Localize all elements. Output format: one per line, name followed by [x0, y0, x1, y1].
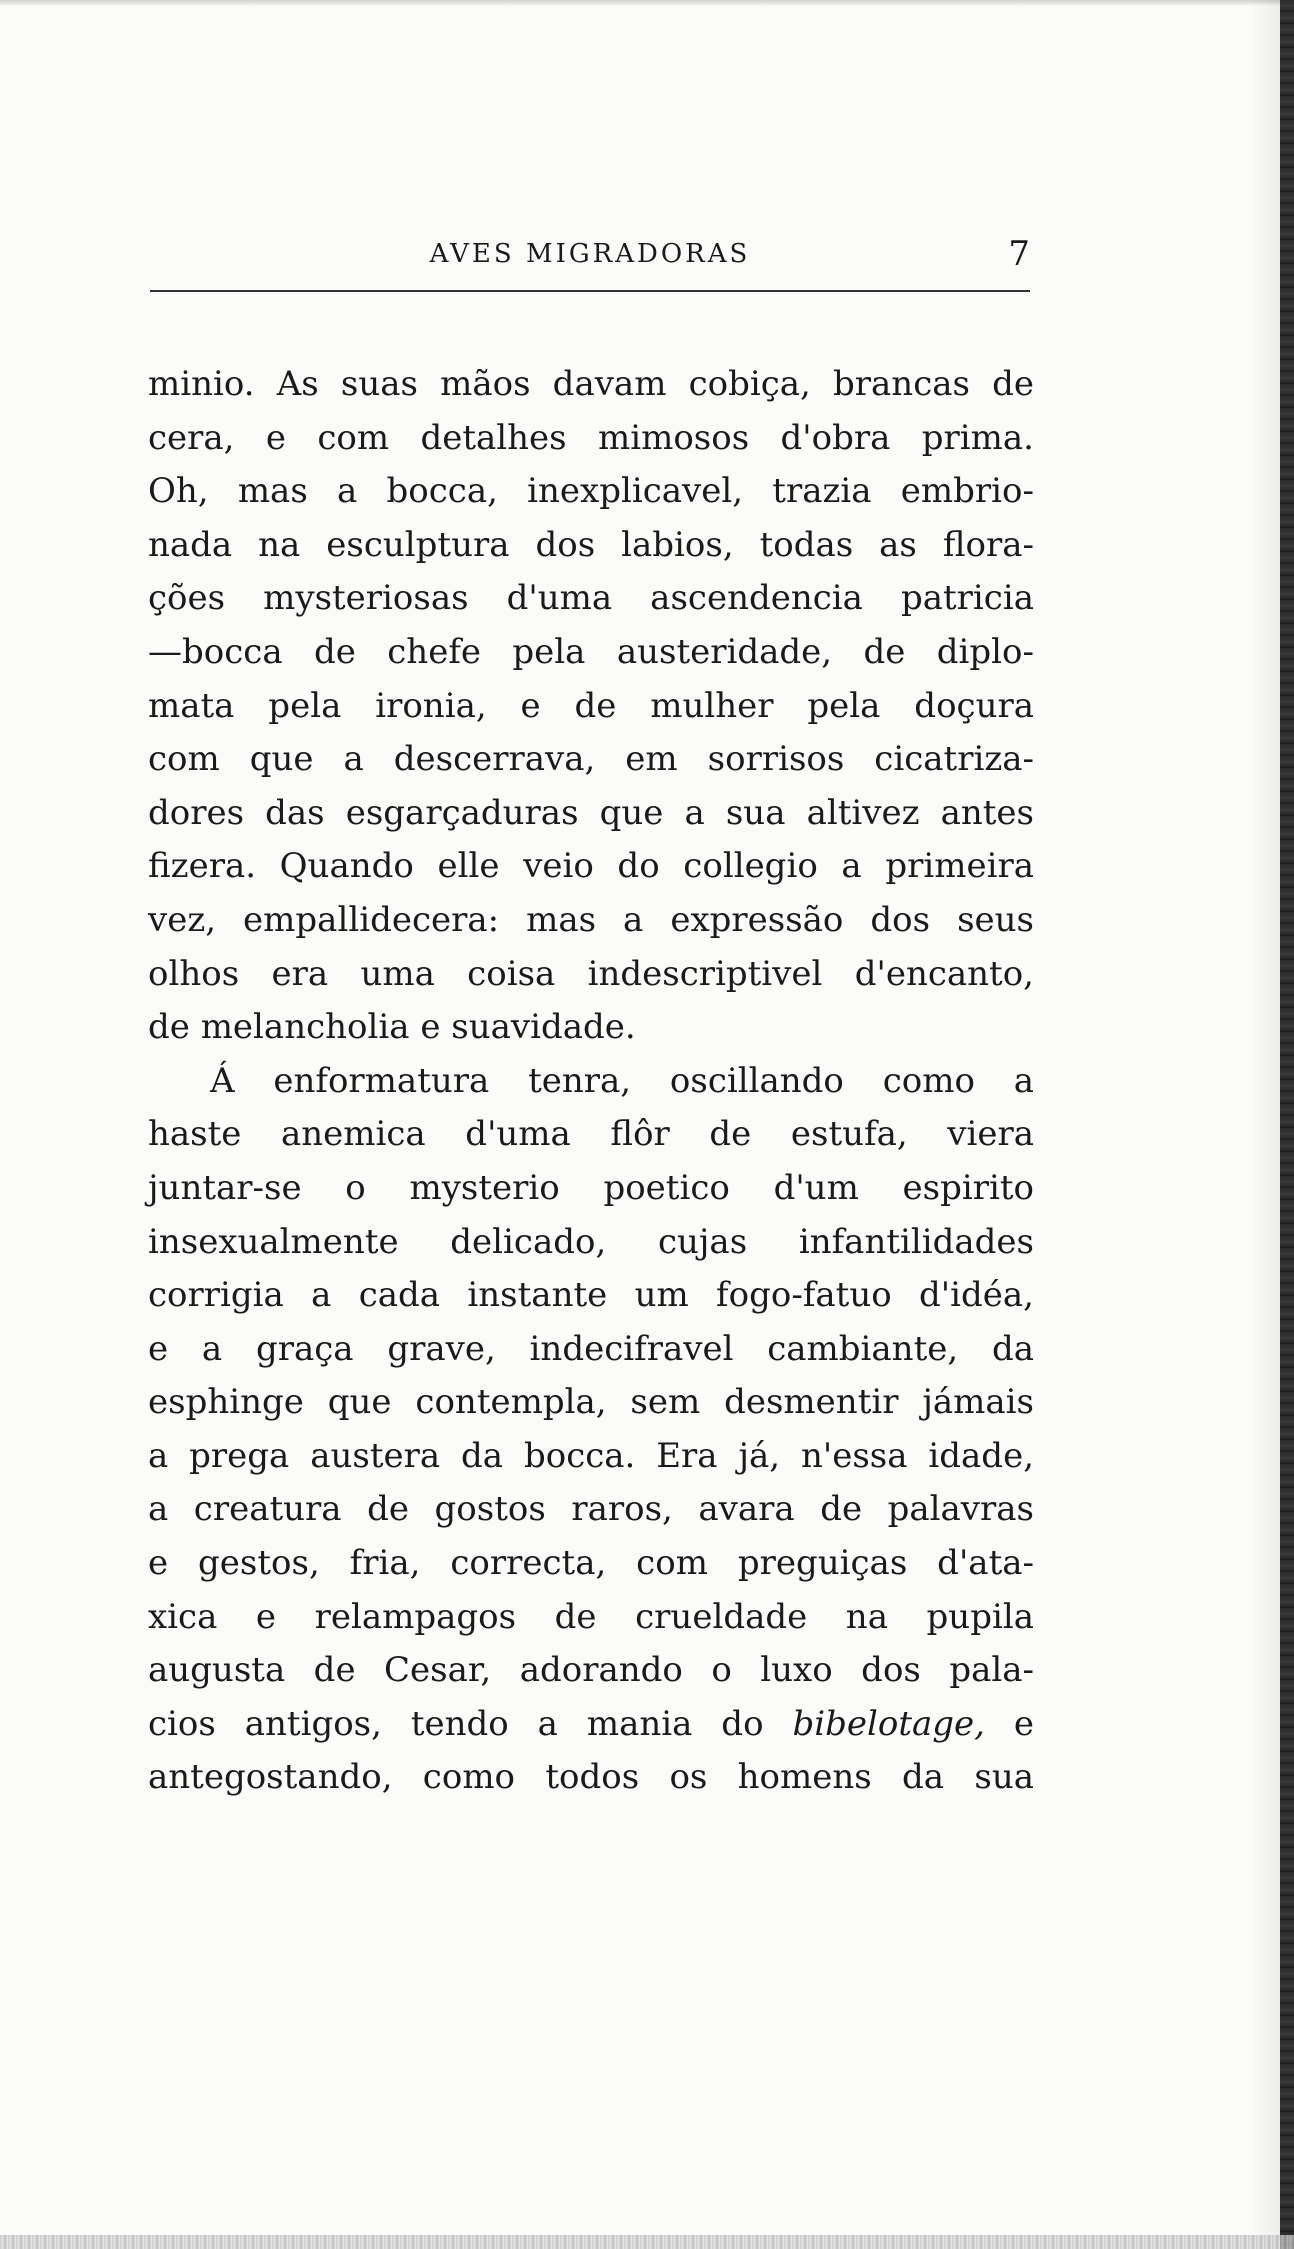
text-line: ções mysteriosas d'uma ascendencia patricia: [148, 578, 1034, 619]
text-line: olhos era uma coisa indescriptivel d'encanto,: [148, 953, 1034, 994]
line-segment: cios antigos, tendo a mania do: [148, 1703, 793, 1744]
bottom-edge: [0, 2235, 1294, 2249]
line-segment: e: [984, 1703, 1034, 1744]
text-line: xica e relampagos de crueldade na pupila: [148, 1596, 1034, 1637]
text-line: haste anemica d'uma flôr de estufa, viera: [148, 1114, 1034, 1155]
text-line: esphinge que contempla, sem desmentir jámais: [148, 1382, 1034, 1423]
running-head: [150, 232, 1030, 276]
text-line: vez, empallidecera: mas a expressão dos seus: [148, 899, 1034, 940]
text-line: insexualmente delicado, cujas infantilidades: [148, 1221, 1034, 1262]
text-line: e a graça grave, indecifravel cambiante, da: [148, 1328, 1034, 1369]
text-line: nada na esculptura dos labios, todas as flora-: [148, 524, 1034, 565]
text-line: mata pela ironia, e de mulher pela doçura: [148, 685, 1034, 726]
text-line: de melancholia e suavidade.: [148, 1007, 636, 1048]
text-line: e gestos, fria, correcta, com preguiças d'ata-: [148, 1543, 1034, 1584]
binding-edge: [1280, 0, 1294, 2249]
text-line: dores das esgarçaduras que a sua altivez antes: [148, 792, 1034, 833]
text-line: corrigia a cada instante um fogo-fatuo d'idéa,: [148, 1275, 1034, 1316]
text-line: —bocca de chefe pela austeridade, de diplo-: [148, 631, 1034, 672]
header-rule: [150, 290, 1030, 292]
text-line: juntar-se o mysterio poetico d'um espirito: [148, 1167, 1034, 1208]
binding-shadow: [1250, 0, 1280, 2249]
text-line: antegostando, como todos os homens da sua: [148, 1757, 1034, 1798]
text-line: Á enformatura tenra, oscillando como a: [210, 1060, 1034, 1101]
text-line: com que a descerrava, em sorrisos cicatriza-: [148, 739, 1034, 780]
page-number: 7: [1008, 234, 1030, 274]
text-line: Oh, mas a bocca, inexplicavel, trazia embrio-: [148, 471, 1034, 512]
text-line: fizera. Quando elle veio do collegio a primeira: [148, 846, 1034, 887]
text-line-italic: [148, 1698, 1034, 1752]
text-line: minio. As suas mãos davam cobiça, brancas de: [148, 364, 1034, 404]
body-text: [148, 358, 1034, 1805]
text-line: cera, e com detalhes mimosos d'obra prima.: [148, 417, 1034, 458]
text-line: a creatura de gostos raros, avara de palavras: [148, 1489, 1034, 1530]
italic-term: bibelotage,: [792, 1703, 985, 1744]
text-line: a prega austera da bocca. Era já, n'essa idade,: [148, 1435, 1034, 1476]
running-title: AVES MIGRADORAS: [429, 239, 751, 269]
text-line: augusta de Cesar, adorando o luxo dos pala-: [148, 1650, 1034, 1691]
top-edge: [0, 0, 1294, 6]
